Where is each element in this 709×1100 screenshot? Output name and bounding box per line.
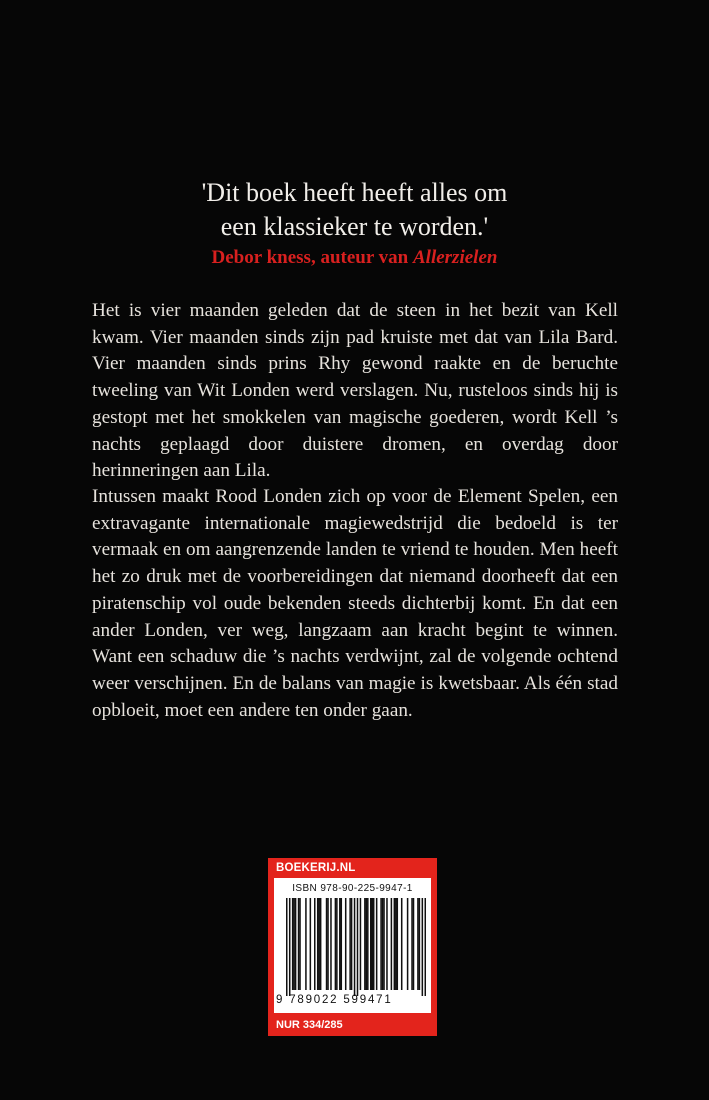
barcode-bar — [370, 898, 372, 990]
barcode-bar — [371, 898, 373, 990]
barcode-bar — [366, 898, 368, 990]
barcode-bar — [310, 898, 312, 990]
barcode-bar — [411, 898, 413, 990]
barcode-bar — [298, 898, 300, 990]
nur-code: NUR 334/285 — [276, 1019, 343, 1031]
barcode-guard-bar — [289, 898, 291, 996]
barcode-bar — [326, 898, 328, 990]
barcode-bar — [382, 898, 384, 990]
ean-number: 9 789022 599471 — [276, 994, 393, 1006]
quote-line-1: 'Dit boek heeft heeft alles om — [201, 178, 508, 207]
barcode-label — [268, 858, 437, 1036]
barcode-bar — [305, 898, 307, 990]
barcode-bar — [314, 898, 316, 990]
barcode-bar — [295, 898, 297, 990]
barcode-bar — [349, 898, 351, 990]
barcode-bar — [327, 898, 329, 990]
barcode-bar — [345, 898, 347, 990]
blurb-paragraph-2: Intussen maakt Rood Londen zich op voor de Element Spelen, een extravagante internationale magiewedstrijd die bedoeld is ter vermaak en om aangrenzende landen te vriend te houden. Men heeft het zo druk met de voorbereidingen dat niemand doorheeft dat een piratenschip vol oude bekenden steeds dichterbij komt. En dat een ander Londen, ver weg, langzaam aan kracht begint te winnen. Want een schaduw die ’s nachts verdwijnt, zal de volgende ochtend weer verschijnen. En de balans van magie is kwetsbaar. Als één stad opbloeit, moet een andere ten onder gaan. — [92, 486, 618, 721]
publisher-url: BOEKERIJ.NL — [276, 862, 356, 874]
praise-quote — [0, 176, 709, 270]
barcode-bar — [417, 898, 419, 990]
barcode-bar — [395, 898, 397, 990]
barcode-bar — [391, 898, 393, 990]
barcode-guard-bar — [422, 898, 424, 996]
barcode-bar — [299, 898, 301, 990]
quote-author: Debor kness, auteur van — [211, 247, 413, 268]
quote-book-title: Allerzielen — [413, 247, 498, 268]
quote-line-2: een klassieker te worden.' — [220, 212, 489, 241]
barcode-bar — [360, 898, 362, 990]
quote-attribution — [0, 246, 709, 270]
barcode-bar — [364, 898, 366, 990]
barcode-bar — [341, 898, 343, 990]
barcode-bars — [286, 898, 426, 996]
barcode-bar — [317, 898, 319, 990]
isbn-number: ISBN 978-90-225-9947-1 — [292, 883, 413, 894]
barcode-bar — [380, 898, 382, 990]
barcode-bar — [386, 898, 388, 990]
barcode-bar — [394, 898, 396, 990]
barcode-bar — [376, 898, 378, 990]
barcode-bar — [318, 898, 320, 990]
barcode-bar — [351, 898, 353, 990]
barcode-bar — [401, 898, 403, 990]
barcode-guard-bar — [354, 898, 356, 996]
barcode-bar — [419, 898, 421, 990]
barcode-bar — [320, 898, 322, 990]
barcode-guard-bar — [425, 898, 426, 996]
barcode-panel — [274, 878, 431, 1013]
barcode-guard-bar — [286, 898, 288, 996]
barcode-bar — [373, 898, 375, 990]
barcode-bar — [397, 898, 399, 990]
blurb-paragraph-1: Het is vier maanden geleden dat de steen in het bezit van Kell kwam. Vier maanden sinds zijn pad kruiste met dat van Lila Bard. Vier maanden sinds prins Rhy gewond raakte en de beruchte tweeling van Wit Londen werd verslagen. Nu, rusteloos sinds hij is gestopt met het smokkelen van magische goederen, wordt Kell ’s nachts geplaagd door duistere dromen, en overdag door herinneringen aan Lila. — [92, 300, 618, 482]
barcode-bar — [336, 898, 338, 990]
barcode-bar — [367, 898, 369, 990]
barcode-bar — [407, 898, 409, 990]
barcode-bar — [339, 898, 341, 990]
barcode-bar — [292, 898, 294, 990]
barcode-bar — [383, 898, 385, 990]
barcode-bar — [335, 898, 337, 990]
barcode-guard-bar — [357, 898, 359, 996]
barcode-bar — [293, 898, 295, 990]
barcode-bar — [330, 898, 332, 990]
barcode-bar — [413, 898, 415, 990]
